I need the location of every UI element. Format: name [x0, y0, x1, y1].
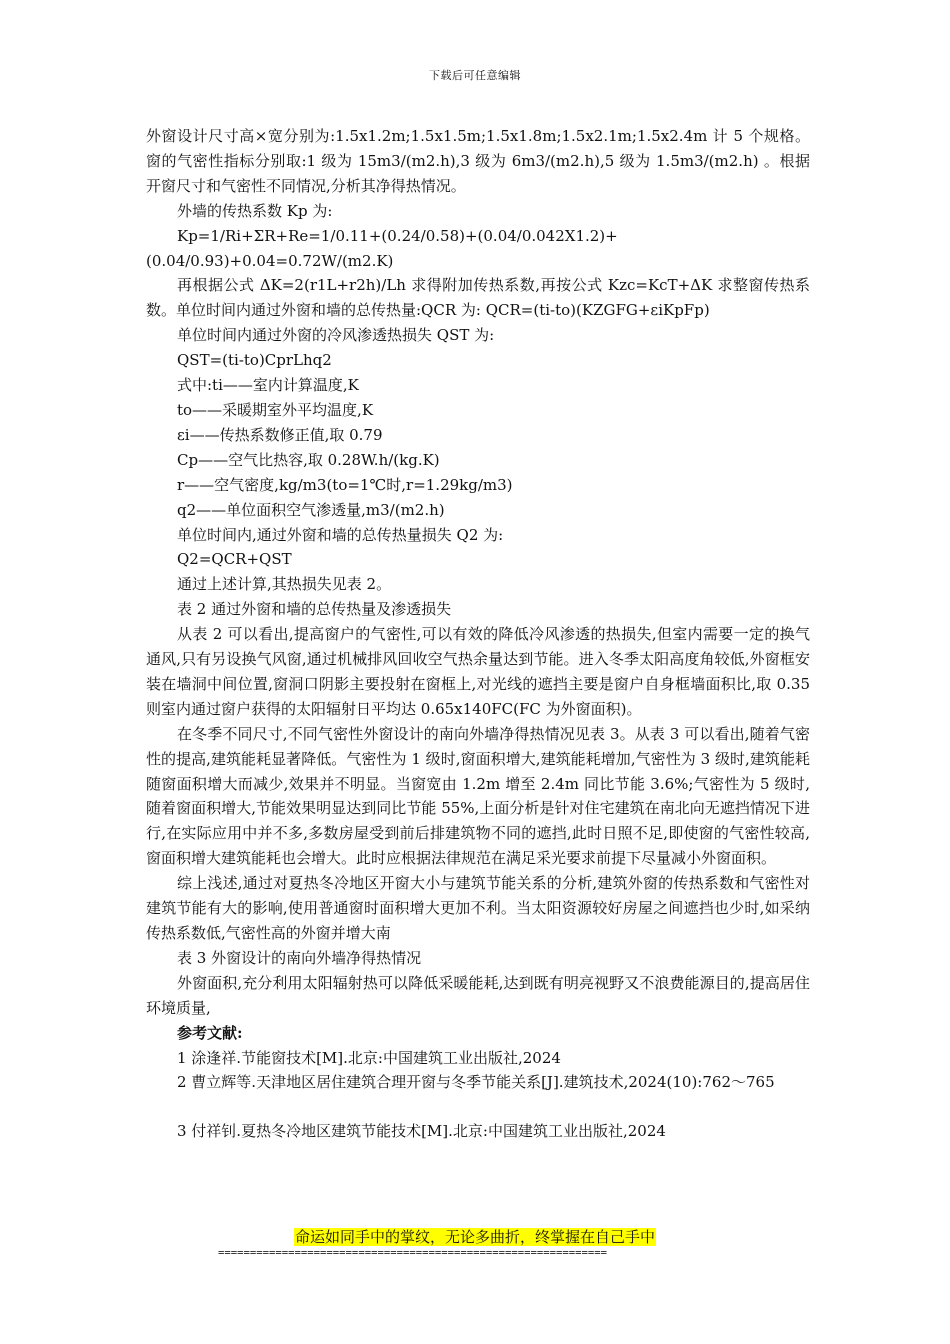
page-header: 下载后可任意编辑: [429, 69, 521, 82]
paragraph-table2-ref: 通过上述计算,其热损失见表 2。: [177, 575, 392, 594]
footer-quote-highlight: 命运如同手中的掌纹，无论多曲折，终掌握在自己手中: [294, 1228, 655, 1246]
references-heading: 参考文献:: [177, 1023, 243, 1042]
paragraph-summary: 综上浅述,通过对夏热冬冷地区开窗大小与建筑节能关系的分析,建筑外窗的传热系数和气密性对建筑节能有大的影响,使用普通窗时面积增大更加不利。当太阳资源较好房屋之间遮挡也少时,如采纳传热系数低,气密性高的外窗并增大南: [146, 874, 810, 942]
definition-r: r——空气密度,kg/m3(to=1℃时,r=1.29kg/m3): [177, 475, 513, 494]
paragraph-south-wall-analysis: 在冬季不同尺寸,不同气密性外窗设计的南向外墙净得热情况见表 3。从表 3 可以看出,随着气密性的提高,建筑能耗显著降低。气密性为 1 级时,窗面积增大,建筑能耗增加,气密性为 3 级时,建筑能耗随窗面积增大而减少,效果并不明显。当窗宽由 1.2m 增至 2.4m 同比节能 3.6%;气密性为 5 级时,随着窗面积增大,节能效果明显达到同比节能 55%,上面分析是针对住宅建筑在南北向无遮挡情况下进行,在实际应用中并不多,多数房屋受到前后排建筑物不同的遮挡,此时日照不足,即使窗的气密性较高,窗面积增大建筑能耗也会增大。此时应根据法律规范在满足采光要求前提下尽量减小外窗面积。: [146, 724, 810, 868]
formula-qst: QST=(ti-to)CprLhq2: [177, 351, 332, 370]
paragraph-delta-k: 再根据公式 ΔK=2(r1L+r2h)/Lh 求得附加传热系数,再按公式 Kzc=KcT+ΔK 求整窗传热系数。单位时间内通过外窗和墙的总传热量:QCR 为: QCR=(ti-to)(KZGFG+εiKpFp): [146, 276, 810, 320]
table3-caption: 表 3 外窗设计的南向外墙净得热情况: [177, 948, 422, 967]
paragraph-conclusion: 外窗面积,充分利用太阳辐射热可以降低采暖能耗,达到既有明亮视野又不浪费能源目的,提高居住环境质量,: [146, 973, 810, 1017]
definition-ti: 式中:ti——室内计算温度,K: [177, 376, 359, 395]
footer-quote: [0, 1226, 950, 1248]
paragraph-q2-intro: 单位时间内,通过外窗和墙的总传热量损失 Q2 为:: [177, 525, 504, 544]
paragraph-window-specs: 外窗设计尺寸高×宽分别为:1.5x1.2m;1.5x1.5m;1.5x1.8m;1.5x2.1m;1.5x2.4m 计 5 个规格。窗的气密性指标分别取:1 级为 15m3/(m2.h),3 级为 6m3/(m2.h),5 级为 1.5m3/(m2.h) 。根据开窗尺寸和气密性不同情况,分析其净得热情况。: [146, 127, 810, 195]
paragraph-wall-coefficient-intro: 外墙的传热系数 Kp 为:: [177, 201, 333, 220]
definition-epsilon: εi——传热系数修正值,取 0.79: [177, 425, 383, 444]
paragraph-qst-intro: 单位时间内通过外窗的冷风渗透热损失 QST 为:: [177, 326, 495, 345]
document-body: [146, 124, 810, 1144]
reference-item-1: 1 涂逢祥.节能窗技术[M].北京:中国建筑工业出版社,2024: [177, 1048, 561, 1067]
footer-divider-rule: =============================================================: [218, 1247, 608, 1259]
reference-item-2: 2 曹立辉等.天津地区居住建筑合理开窗与冬季节能关系[J].建筑技术,2024(10):762～765: [177, 1073, 775, 1092]
reference-item-3: 3 付祥钊.夏热冬冷地区建筑节能技术[M].北京:中国建筑工业出版社,2024: [177, 1122, 666, 1141]
definition-cp: Cp——空气比热容,取 0.28W.h/(kg.K): [177, 450, 440, 469]
formula-kp: Kp=1/Ri+ΣR+Re=1/0.11+(0.24/0.58)+(0.04/0.042X1.2)+(0.04/0.93)+0.04=0.72W/(m2.K): [146, 226, 618, 270]
formula-q2: Q2=QCR+QST: [177, 550, 292, 569]
paragraph-airtightness-analysis: 从表 2 可以看出,提高窗户的气密性,可以有效的降低冷风渗透的热损失,但室内需要一定的换气通风,只有另设换气风窗,通过机械排风回收空气热余量达到节能。进入冬季太阳高度角较低,外窗框安装在墙洞中间位置,窗洞口阴影主要投射在窗框上,对光线的遮挡主要是窗户自身框墙面积比,取 0.35 则室内通过窗户获得的太阳辐射日平均达 0.65x140FC(FC 为外窗面积)。: [146, 625, 810, 718]
definition-q2: q2——单位面积空气渗透量,m3/(m2.h): [177, 500, 445, 519]
table2-caption: 表 2 通过外窗和墙的总传热量及渗透损失: [177, 600, 452, 619]
spacer: [146, 1095, 810, 1119]
definition-to: to——采暖期室外平均温度,K: [177, 400, 374, 419]
